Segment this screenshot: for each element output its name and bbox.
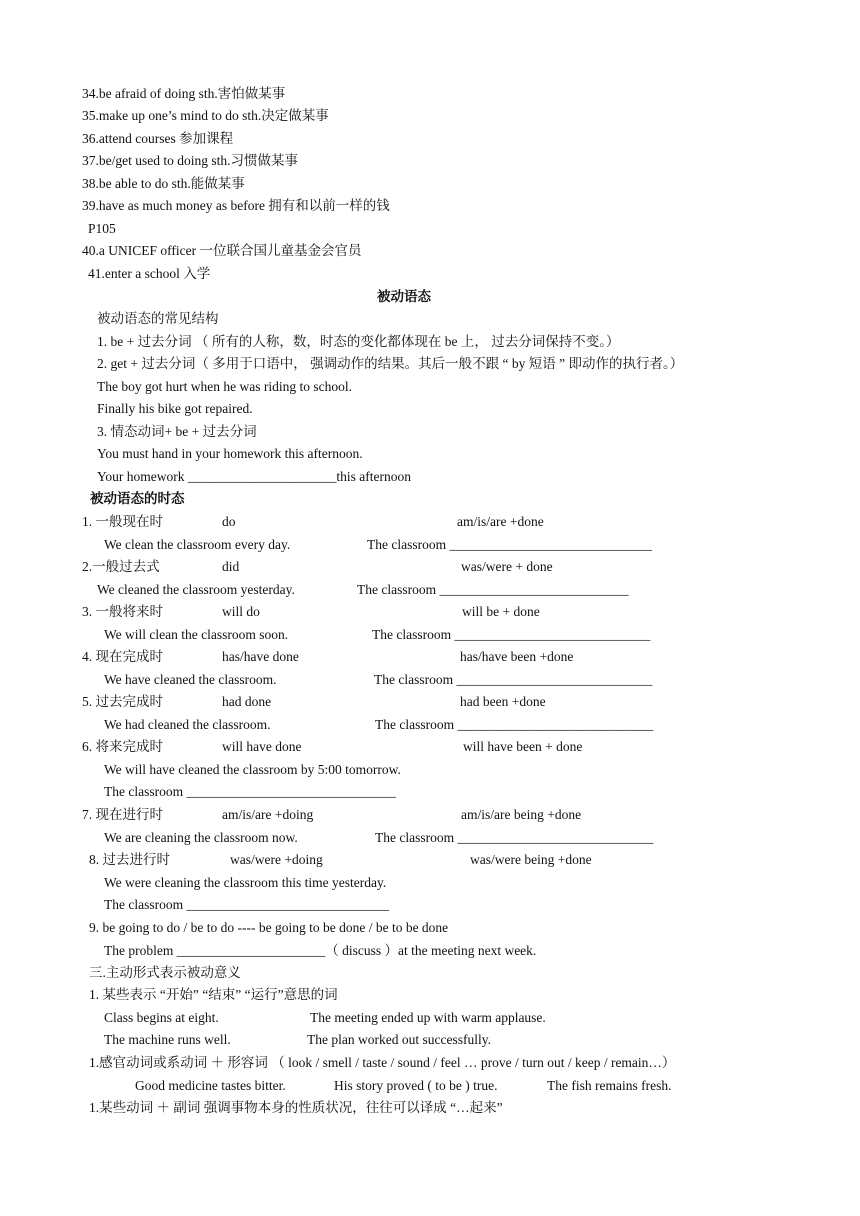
- tense-3-answer: The classroom _____________________________: [372, 627, 651, 642]
- tense-4-passive: has/have been +done: [460, 649, 574, 664]
- tense-2-label: 2.一般过去式: [82, 559, 160, 574]
- structure-item-3: 3. 情态动词+ be + 过去分词: [97, 424, 257, 439]
- structure-item-1: 1. be + 过去分词 （ 所有的人称，数，时态的变化都体现在 be 上， 过去分词保持不变。）: [97, 334, 620, 349]
- tense-8-example: We were cleaning the classroom this time yesterday.: [104, 875, 387, 890]
- tense-4-active: has/have done: [222, 649, 299, 664]
- tense-1-active: do: [222, 514, 236, 529]
- tense-3-passive: will be + done: [462, 604, 540, 619]
- tense-6-passive: will have been + done: [463, 739, 583, 754]
- phrase-38: 38.be able to do sth.能做某事: [82, 176, 245, 191]
- tense-2-example: We cleaned the classroom yesterday.: [97, 582, 295, 597]
- active-form-heading: 三.主动形式表示被动意义: [89, 965, 241, 980]
- active-form-example-2b: The plan worked out successfully.: [307, 1032, 491, 1047]
- tense-6-answer: The classroom _______________________________: [104, 784, 396, 799]
- page-reference: P105: [88, 221, 116, 236]
- tense-7-example: We are cleaning the classroom now.: [104, 830, 298, 845]
- tense-8-active: was/were +doing: [230, 852, 323, 867]
- tense-6-label: 6. 将来完成时: [82, 739, 163, 754]
- phrase-40: 40.a UNICEF officer 一位联合国儿童基金会官员: [82, 243, 362, 258]
- phrase-41: 41.enter a school 入学: [88, 266, 211, 281]
- active-form-sub-3: 1.某些动词 ＋ 副词 强调事物本身的性质状况，往往可以译成 “…起来”: [89, 1100, 503, 1115]
- tense-5-passive: had been +done: [460, 694, 546, 709]
- tense-1-example: We clean the classroom every day.: [104, 537, 291, 552]
- tense-5-answer: The classroom _____________________________: [375, 717, 654, 732]
- tense-2-active: did: [222, 559, 240, 574]
- structure-example-1: The boy got hurt when he was riding to school.: [97, 379, 352, 394]
- section-title: 被动语态: [377, 289, 431, 304]
- active-form-example-1b: The meeting ended up with warm applause.: [310, 1010, 546, 1025]
- tenses-heading: 被动语态的时态: [90, 491, 185, 506]
- tense-1-label: 1. 一般现在时: [82, 514, 163, 529]
- tense-7-passive: am/is/are being +done: [461, 807, 582, 822]
- tense-1-answer: The classroom ______________________________: [367, 537, 652, 552]
- tense-8-label: 8. 过去进行时: [89, 852, 170, 867]
- structures-heading: 被动语态的常见结构: [97, 311, 219, 326]
- structure-example-3: You must hand in your homework this afternoon.: [97, 446, 363, 461]
- tense-6-example: We will have cleaned the classroom by 5:00 tomorrow.: [104, 762, 401, 777]
- tense-4-label: 4. 现在完成时: [82, 649, 163, 664]
- tense-2-passive: was/were + done: [461, 559, 553, 574]
- tense-8-passive: was/were being +done: [470, 852, 592, 867]
- phrase-37: 37.be/get used to doing sth.习惯做某事: [82, 153, 298, 168]
- structure-item-2: 2. get + 过去分词（ 多用于口语中， 强调动作的结果。其后一般不跟 “ by 短语 ” 即动作的执行者。）: [97, 356, 684, 371]
- tense-7-active: am/is/are +doing: [222, 807, 314, 822]
- tense-1-passive: am/is/are +done: [457, 514, 544, 529]
- active-form-sub-2: 1.感官动词或系动词 ＋ 形容词 （ look / smell / taste / sound / feel … prove / turn out / keep / remain…）: [89, 1055, 676, 1070]
- tense-7-label: 7. 现在进行时: [82, 807, 163, 822]
- active-form-example-3a: Good medicine tastes bitter.: [135, 1078, 286, 1093]
- tense-5-label: 5. 过去完成时: [82, 694, 163, 709]
- tense-6-active: will have done: [222, 739, 302, 754]
- phrase-34: 34.be afraid of doing sth.害怕做某事: [82, 86, 286, 101]
- tense-4-answer: The classroom _____________________________: [374, 672, 653, 687]
- tense-3-example: We will clean the classroom soon.: [104, 627, 289, 642]
- tense-9-label: 9. be going to do / be to do ---- be going to be done / be to be done: [89, 920, 449, 935]
- tense-7-answer: The classroom _____________________________: [375, 830, 654, 845]
- structure-example-4: Your homework ______________________this afternoon: [97, 469, 411, 484]
- tense-5-example: We had cleaned the classroom.: [104, 717, 271, 732]
- phrase-39: 39.have as much money as before 拥有和以前一样的钱: [82, 198, 390, 213]
- tense-5-active: had done: [222, 694, 272, 709]
- tense-2-answer: The classroom ____________________________: [357, 582, 629, 597]
- active-form-sub-1: 1. 某些表示 “开始” “结束” “运行”意思的词: [89, 987, 338, 1002]
- active-form-example-3c: The fish remains fresh.: [547, 1078, 672, 1093]
- active-form-example-3b: His story proved ( to be ) true.: [334, 1078, 498, 1093]
- phrase-35: 35.make up one’s mind to do sth.决定做某事: [82, 108, 329, 123]
- structure-example-2: Finally his bike got repaired.: [97, 401, 253, 416]
- tense-9-example: The problem ______________________（ discuss ）at the meeting next week.: [104, 943, 537, 958]
- active-form-example-2a: The machine runs well.: [104, 1032, 231, 1047]
- tense-3-active: will do: [222, 604, 260, 619]
- active-form-example-1a: Class begins at eight.: [104, 1010, 219, 1025]
- tense-4-example: We have cleaned the classroom.: [104, 672, 277, 687]
- tense-3-label: 3. 一般将来时: [82, 604, 163, 619]
- tense-8-answer: The classroom ______________________________: [104, 897, 389, 912]
- phrase-36: 36.attend courses 参加课程: [82, 131, 234, 146]
